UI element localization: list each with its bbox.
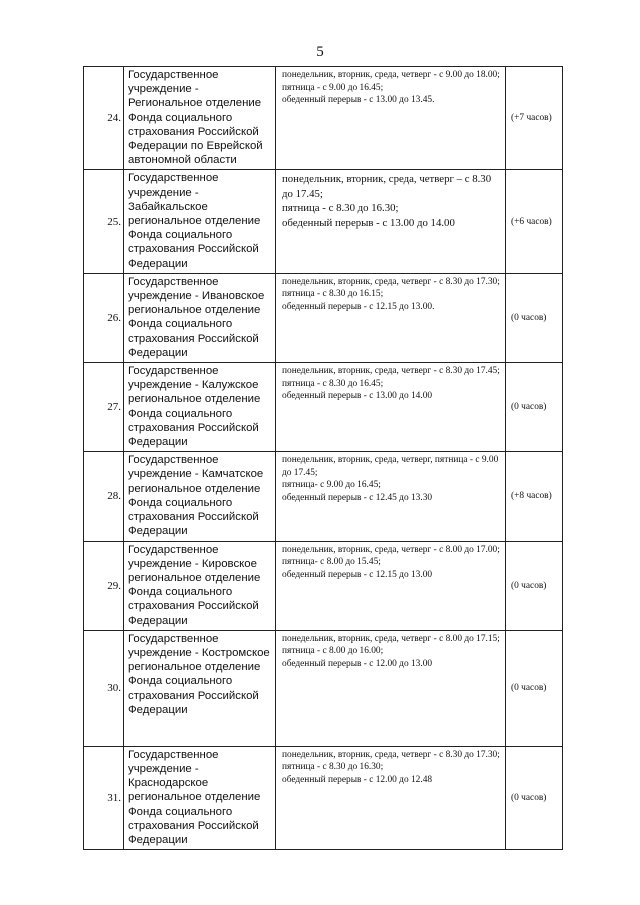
table-row [84, 273, 563, 362]
table-row [84, 363, 563, 452]
hours-line: пятница - с 8.30 до 16.30; [282, 202, 399, 215]
hours-line: понедельник, вторник, среда, четверг - с 8.00 до 17.00; [282, 544, 500, 555]
table-row [84, 67, 563, 170]
row-number: 28. [84, 452, 124, 541]
organization-name: Государственное учреждение - Кировское региональное отделение Фонда социального страхования Российской Федерации [124, 541, 276, 630]
hours-line: пятница- с 9.00 до 16.45; [282, 480, 381, 491]
table-row [84, 630, 563, 746]
working-hours [276, 746, 506, 849]
hours-line: обеденный перерыв - с 12.15 до 13.00. [282, 302, 435, 313]
row-number: 29. [84, 541, 124, 630]
hours-line: пятница - с 8.30 до 16.30; [282, 762, 384, 773]
time-offset: (0 часов) [506, 630, 563, 746]
organization-name: Государственное учреждение - Забайкальское региональное отделение Фонда социального страхования Российской Федерации [124, 170, 276, 273]
hours-line: понедельник, вторник, среда, четверг – с 8.30 до 17.45; [282, 173, 492, 200]
organization-name: Государственное учреждение - Костромское региональное отделение Фонда социального страхования Российской Федерации [124, 630, 276, 746]
row-number: 30. [84, 630, 124, 746]
row-number: 27. [84, 363, 124, 452]
working-hours [276, 452, 506, 541]
table-row [84, 541, 563, 630]
hours-line: понедельник, вторник, среда, четверг - с 8.00 до 17.15; [282, 633, 500, 644]
organization-name: Государственное учреждение - Краснодарское региональное отделение Фонда социального страхования Российской Федерации [124, 746, 276, 849]
table-row [84, 170, 563, 273]
schedule-table [83, 66, 563, 850]
hours-line: пятница - с 9.00 до 16.45; [282, 82, 384, 93]
time-offset: (+7 часов) [506, 67, 563, 170]
organization-name: Государственное учреждение - Калужское региональное отделение Фонда социального страхования Российской Федерации [124, 363, 276, 452]
row-number: 31. [84, 746, 124, 849]
time-offset: (+6 часов) [506, 170, 563, 273]
organization-name: Государственное учреждение - Ивановское региональное отделение Фонда социального страхования Российской Федерации [124, 273, 276, 362]
hours-line: пятница - с 8.00 до 16.00; [282, 646, 384, 657]
row-number: 24. [84, 67, 124, 170]
time-offset: (+8 часов) [506, 452, 563, 541]
page-number: 5 [316, 44, 324, 60]
time-offset: (0 часов) [506, 363, 563, 452]
hours-line: пятница - с 8.30 до 16.15; [282, 289, 384, 300]
hours-line: понедельник, вторник, среда, четверг - с 8.30 до 17.45; [282, 366, 500, 377]
working-hours [276, 363, 506, 452]
hours-line: обеденный перерыв - с 12.00 до 13.00 [282, 658, 433, 669]
working-hours [276, 630, 506, 746]
hours-line: пятница- с 8.00 до 15.45; [282, 557, 381, 568]
row-number: 26. [84, 273, 124, 362]
table-row [84, 746, 563, 849]
organization-name: Государственное учреждение - Региональное отделение Фонда социального страхования Российской Федерации по Еврейской автономной области [124, 67, 276, 170]
working-hours [276, 170, 506, 273]
hours-line: обеденный перерыв - с 13.00 до 14.00 [282, 391, 433, 402]
time-offset: (0 часов) [506, 273, 563, 362]
hours-line: обеденный перерыв - с 13.00 до 13.45. [282, 95, 435, 106]
hours-line: обеденный перерыв - с 12.45 до 13.30 [282, 493, 433, 504]
hours-line: понедельник, вторник, среда, четверг - с 8.30 до 17.30; [282, 276, 500, 287]
organization-name: Государственное учреждение - Камчатское региональное отделение Фонда социального страхования Российской Федерации [124, 452, 276, 541]
hours-line: понедельник, вторник, среда, четверг - с 9.00 до 18.00; [282, 70, 500, 80]
time-offset: (0 часов) [506, 746, 563, 849]
hours-line: понедельник, вторник, среда, четверг - с 8.30 до 17.30; [282, 749, 500, 760]
hours-line: обеденный перерыв - с 12.15 до 13.00 [282, 569, 433, 580]
row-number: 25. [84, 170, 124, 273]
working-hours [276, 67, 506, 170]
working-hours [276, 541, 506, 630]
hours-line: пятница - с 8.30 до 16.45; [282, 378, 384, 389]
table-row [84, 452, 563, 541]
hours-line: обеденный перерыв - с 12.00 до 12.48 [282, 774, 433, 785]
hours-line: обеденный перерыв - с 13.00 до 14.00 [282, 216, 455, 229]
time-offset: (0 часов) [506, 541, 563, 630]
working-hours [276, 273, 506, 362]
hours-line: понедельник, вторник, среда, четверг, пятница - с 9.00 до 17.45; [282, 455, 499, 478]
